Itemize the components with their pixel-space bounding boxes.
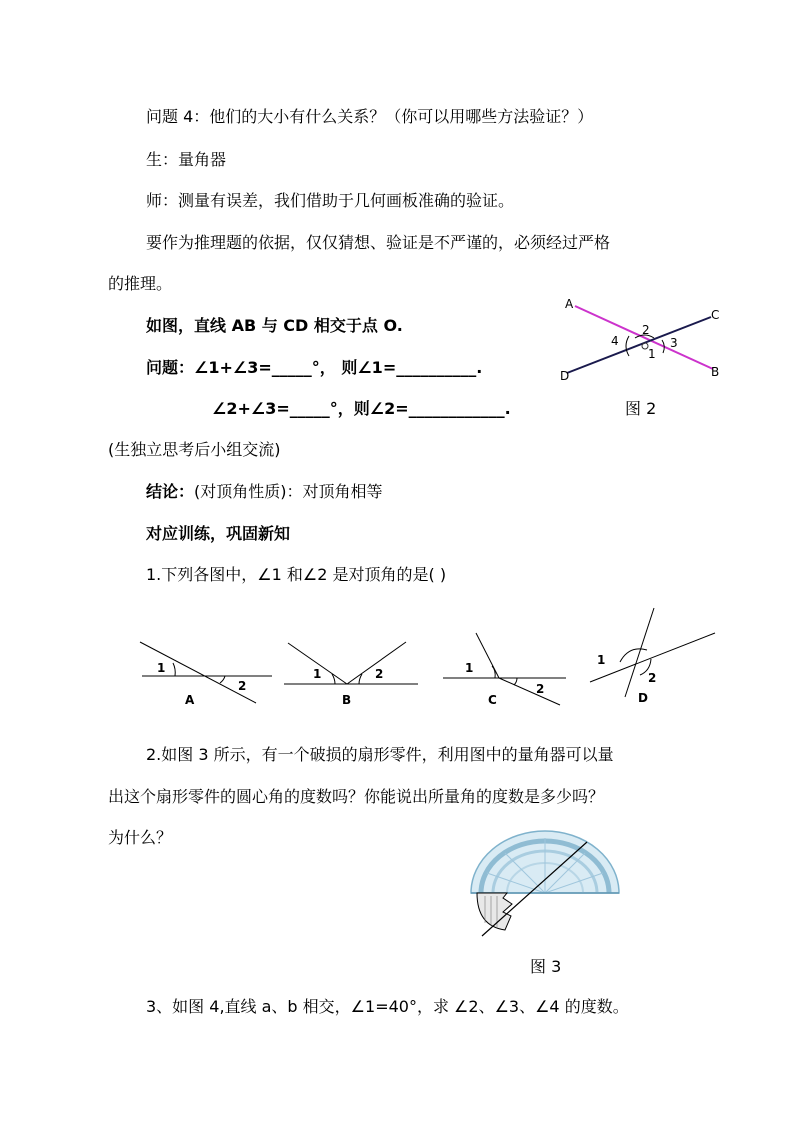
point-label-c: C [711, 308, 720, 322]
conclusion-text: (对顶角性质)：对顶角相等 [194, 482, 383, 501]
option-c-angle-2: 2 [536, 682, 545, 696]
reasoning-line-2: 的推理。 [108, 274, 173, 293]
option-figure-d [585, 605, 725, 710]
given-statement: 如图，直线 AB 与 CD 相交于点 O. [146, 316, 403, 335]
line-cd [567, 317, 711, 373]
angle-label-4: 4 [611, 334, 619, 348]
option-figure-b [280, 630, 430, 715]
figure-3 [465, 818, 625, 943]
figure-2-caption: 图 2 [625, 399, 657, 418]
angle-arc-4 [626, 336, 629, 356]
reasoning-line-1: 要作为推理题的依据，仅仅猜想、验证是不严谨的，必须经过严格 [146, 233, 611, 252]
training-title: 对应训练，巩固新知 [146, 524, 291, 543]
option-a-angle-2: 2 [238, 679, 247, 693]
option-a-angle-1: 1 [157, 661, 166, 675]
protractor [471, 831, 619, 893]
exercise-2-line-3: 为什么？ [108, 828, 173, 847]
option-b-angle-1: 1 [313, 667, 322, 681]
point-label-a: A [565, 297, 574, 311]
exercise-1: 1.下列各图中，∠1 和∠2 是对顶角的是( ) [146, 565, 447, 584]
teacher-remark: 师：测量有误差，我们借助于几何画板准确的验证。 [146, 191, 515, 210]
option-c-angle-1: 1 [465, 661, 474, 675]
angle-label-1: 1 [648, 347, 656, 361]
option-figure-a [135, 630, 285, 715]
option-b-letter: B [342, 693, 352, 707]
point-label-b: B [711, 365, 720, 379]
conclusion-label: 结论： [146, 482, 195, 501]
group-discussion: (生独立思考后小组交流) [108, 440, 281, 459]
student-answer: 生：量角器 [146, 150, 227, 169]
option-d-angle-1: 1 [597, 653, 606, 667]
exercise-3: 3、如图 4,直线 a、b 相交，∠1=40°，求 ∠2、∠3、∠4 的度数。 [146, 997, 629, 1016]
question-4: 问题 4：他们的大小有什么关系？（你可以用哪些方法验证？） [146, 107, 594, 126]
exercise-2-line-1: 2.如图 3 所示，有一个破损的扇形零件，利用图中的量角器可以量 [146, 745, 614, 764]
problem-line-1: 问题：∠1+∠3=_____°， 则∠1=__________. [146, 358, 483, 377]
conclusion [146, 482, 383, 502]
angle-label-2: 2 [642, 323, 650, 337]
problem-line-2: ∠2+∠3=_____°，则∠2=____________. [212, 399, 511, 418]
option-c-letter: C [488, 693, 497, 707]
option-b-angle-2: 2 [375, 667, 384, 681]
exercise-2-line-2: 出这个扇形零件的圆心角的度数吗？你能说出所量角的度数是多少吗？ [108, 787, 605, 806]
option-figure-c [440, 630, 580, 715]
point-label-d: D [560, 369, 570, 383]
line-ab [575, 306, 713, 369]
angle-label-3: 3 [670, 336, 678, 350]
option-d-letter: D [638, 691, 648, 705]
figure-3-caption: 图 3 [530, 957, 562, 976]
option-d-angle-2: 2 [648, 671, 657, 685]
option-a-letter: A [185, 693, 195, 707]
